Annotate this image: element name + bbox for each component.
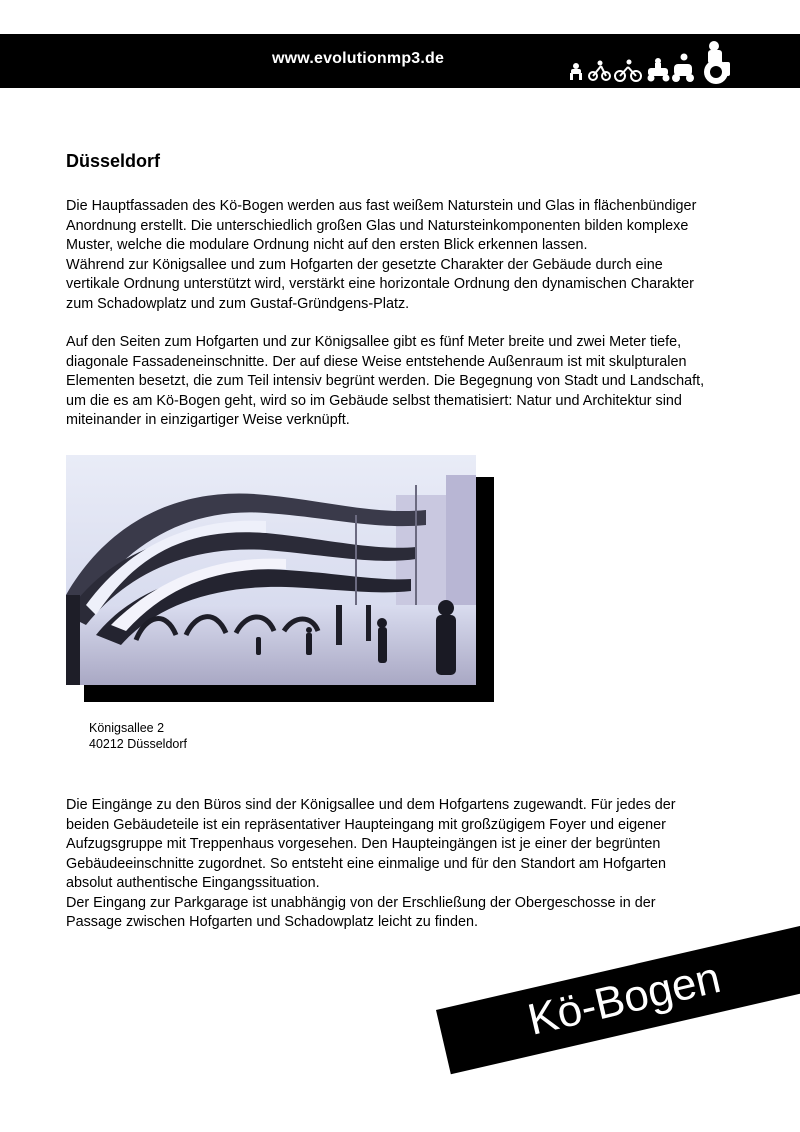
paragraph-line: Der Eingang zur Parkgarage ist unabhängig von der Erschließung der Obergeschosse in der [66,894,656,911]
paragraph-line: absolut authentische Eingangssituation. [66,875,320,891]
paragraph-incisions [66,333,786,431]
paragraph-line: Während zur Königsallee und zum Hofgarten der gesetzte Charakter der Gebäude durch eine [66,256,663,273]
paragraph-line: miteinander in einzigartiger Weise verknüpft. [66,412,350,428]
paragraph-facade [66,197,786,314]
paragraph-line: um die es am Kö-Bogen geht, wird so im Gebäude selbst thematisiert: Natur und Architektur sind [66,392,682,409]
building-photo [66,455,476,685]
page-title: Düsseldorf [66,151,161,171]
paragraph-line: beiden Gebäudeteile ist ein repräsentativer Haupteingang mit großzügigem Foyer und eigener [66,816,666,833]
paragraph-line: Muster, welche die modulare Ordnung nicht auf den ersten Blick erkennen lassen. [66,237,588,253]
paragraph-line: zum Schadowplatz und zum Gustaf-Gründgens-Platz. [66,295,410,312]
ko-bogen-label: Kö-Bogen [523,953,726,1045]
paragraph-line: vertikale Ordnung unterstützt wird, verstärkt eine horizontale Ordnung den dynamischen Charakter [66,276,694,292]
evolution-silhouettes-icon [566,36,732,86]
address-block [89,720,187,752]
paragraph-line: Auf den Seiten zum Hofgarten und zur Königsallee gibt es fünf Meter breite und zwei Meter tiefe, [66,334,682,350]
paragraph-line: Anordnung erstellt. Die unterschiedlich großen Glas und Natursteinkomponenten bilden komplexe [66,217,689,234]
paragraph-line: Passage zwischen Hofgarten und Schadowplatz leicht zu finden. [66,914,478,930]
paragraph-line: Gebäudeeinschnitte zugordnet. So entsteht eine einmalige und für den Standort am Hofgarten [66,855,667,872]
header-bar [0,34,800,88]
paragraph-line: Die Eingänge zu den Büros sind der Königsallee und dem Hofgartens zugewandt. Für jedes der [66,797,676,813]
paragraph-line: Aufzugsgruppe mit Treppenhaus vorgesehen. Den Haupteingängen ist je einer der begrünten [66,836,661,852]
paragraph-line: Die Hauptfassaden des Kö-Bogen werden aus fast weißem Naturstein und Glas in flächenbündiger [66,198,697,214]
header-url-link[interactable]: www.evolutionmp3.de [272,50,445,67]
ko-bogen-banner [436,925,800,1075]
paragraph-entrances [66,796,786,933]
paragraph-line: Elementen besetzt, die zum Teil intensiv begrünt werden. Die Begegnung von Stadt und Landschaft, [66,373,705,389]
address-city: 40212 Düsseldorf [89,737,187,751]
address-street: Königsallee 2 [89,721,165,735]
paragraph-line: diagonale Fassadeneinschnitte. Der auf diese Weise entstehende Außenraum ist mit skulpturalen [66,353,687,370]
